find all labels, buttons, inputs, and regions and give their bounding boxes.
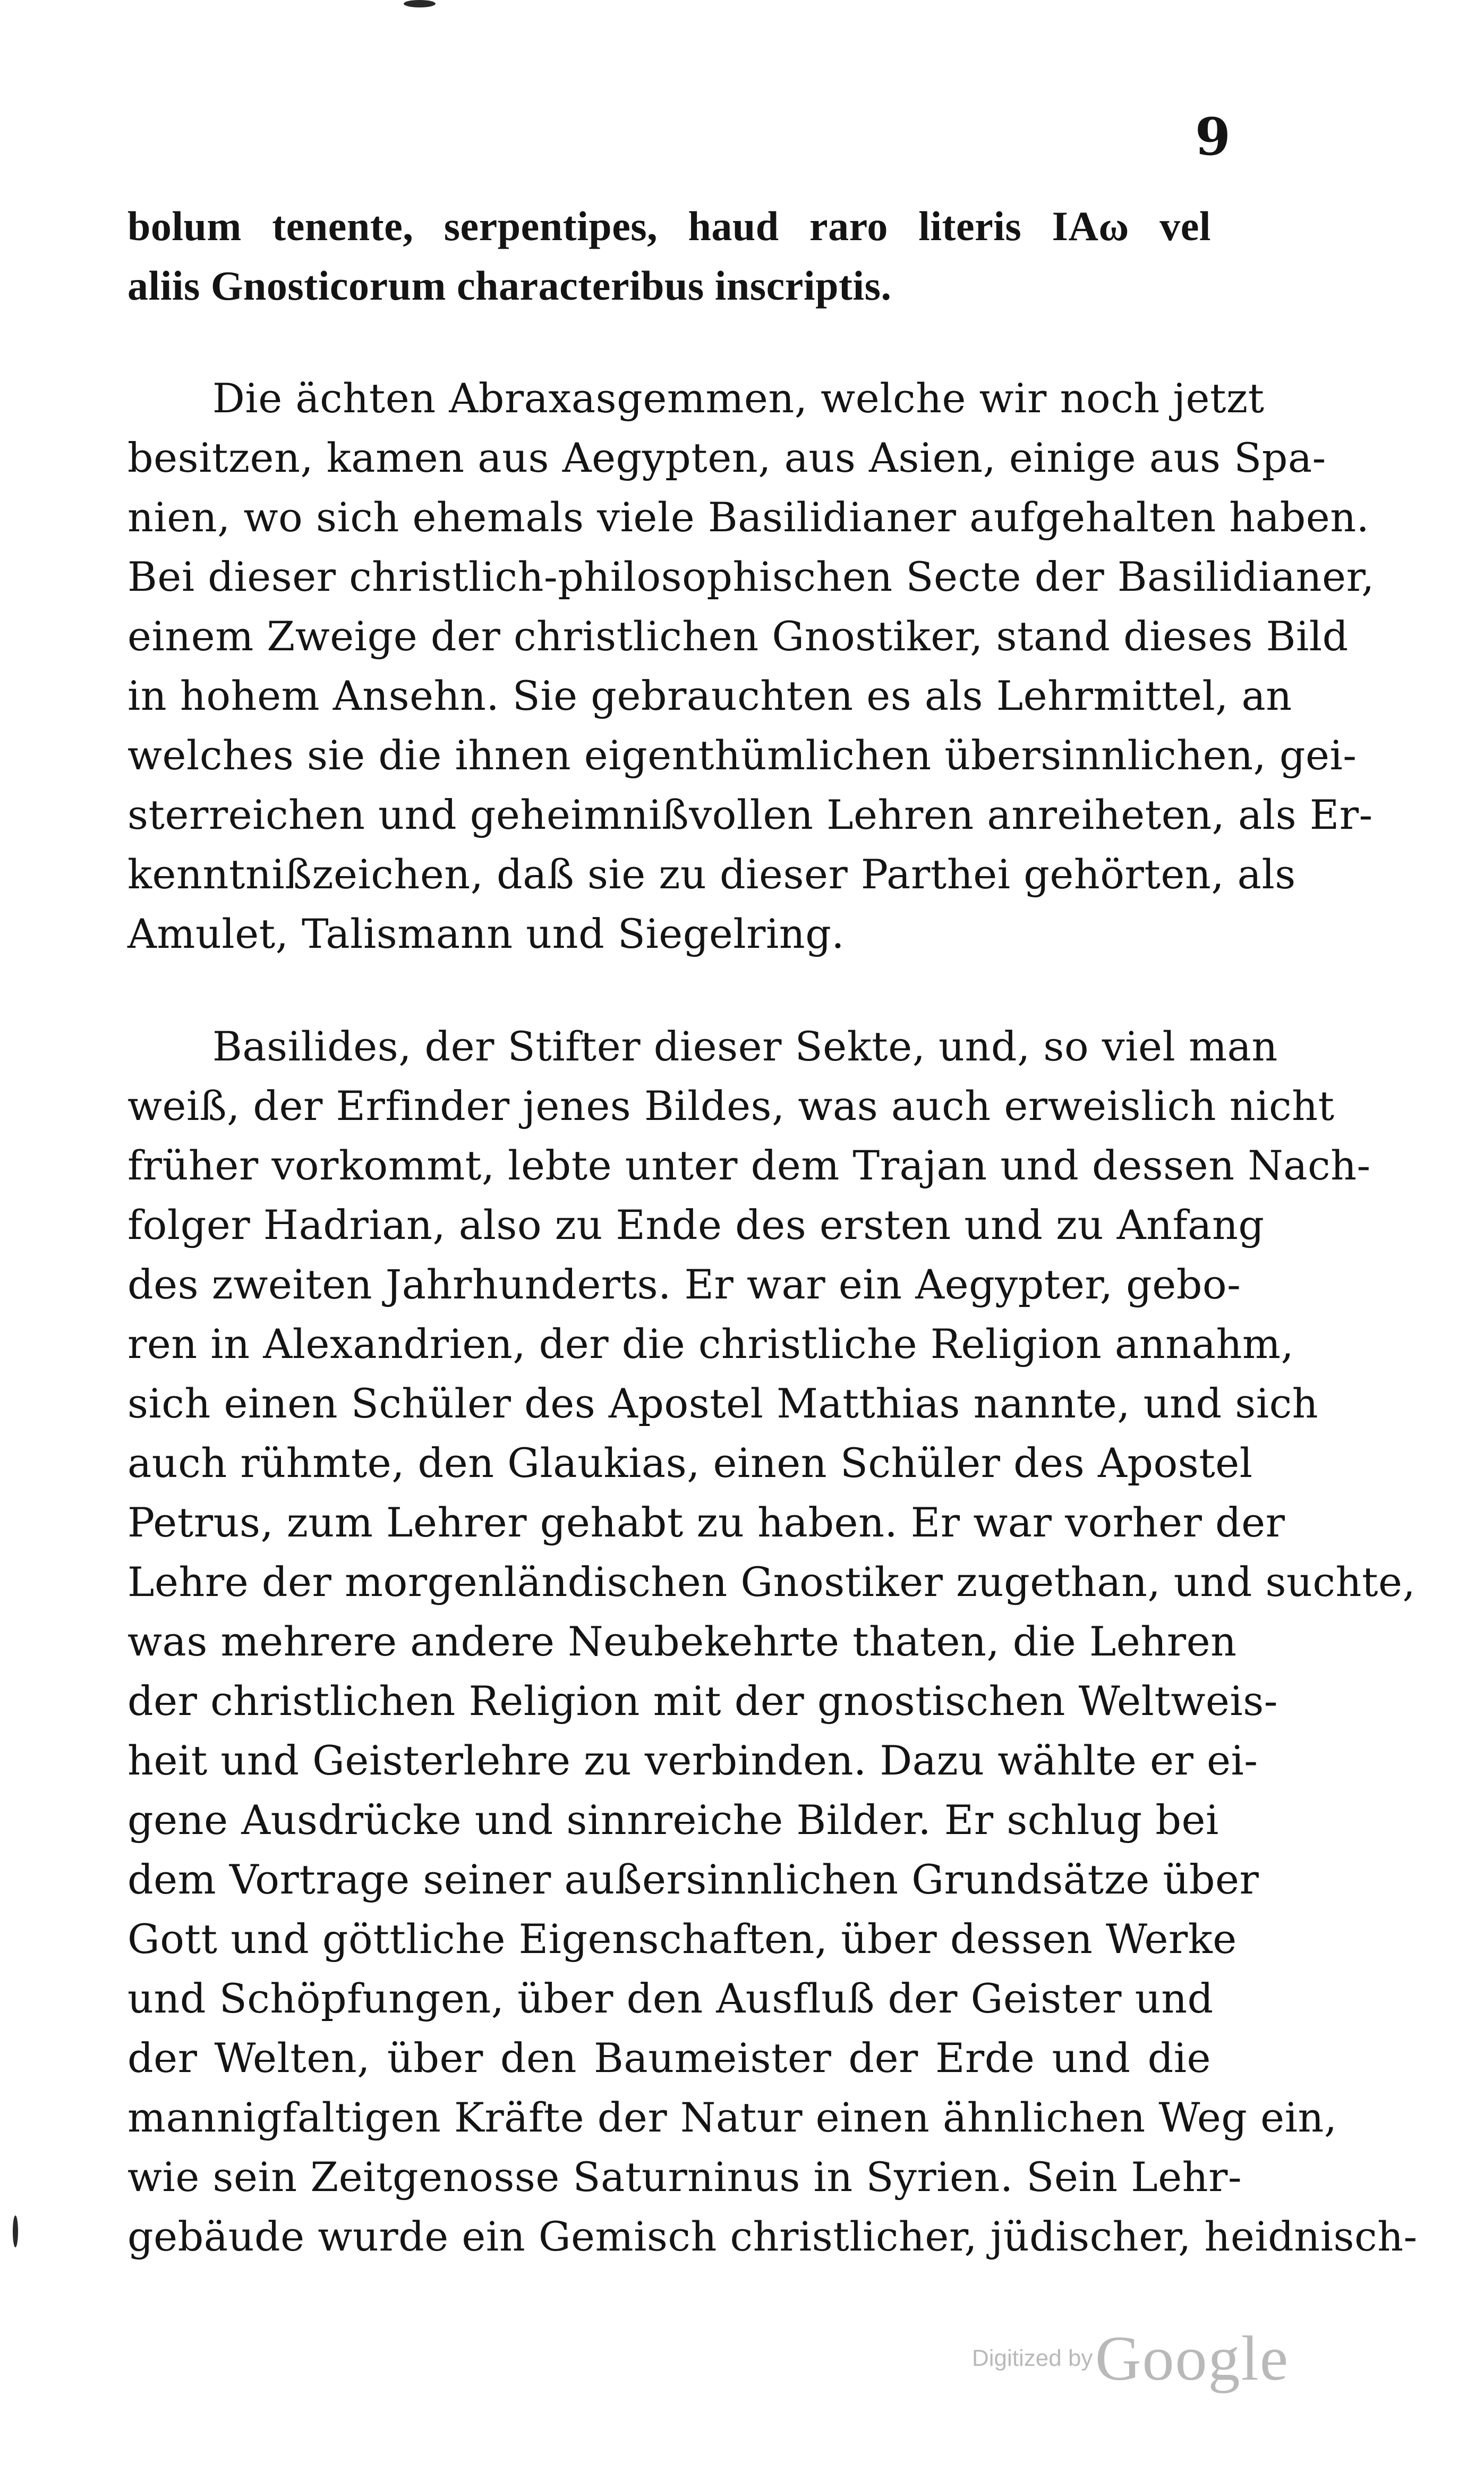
text-line: kenntnißzeichen, daß sie zu dieser Parthei gehörten, als: [127, 851, 1296, 898]
watermark-prefix: Digitized by: [972, 2345, 1093, 2371]
paragraph-latin: [127, 197, 1211, 316]
text-line: des zweiten Jahrhunderts. Er war ein Aegypter, gebo-: [127, 1261, 1241, 1308]
paragraph-abraxas-gems: [127, 369, 1375, 964]
text-line: wie sein Zeitgenosse Saturninus in Syrien. Sein Lehr-: [127, 2153, 1242, 2201]
text-line: Petrus, zum Lehrer gehabt zu haben. Er war vorher der: [127, 1499, 1285, 1546]
text-line: Die ächten Abraxasgemmen, welche wir noch jetzt: [212, 375, 1265, 422]
text-line: Bei dieser christlich-philosophischen Secte der Basilidianer,: [127, 553, 1375, 600]
text-line: früher vorkommt, lebte unter dem Trajan und dessen Nach-: [127, 1142, 1371, 1189]
text-line: was mehrere andere Neubekehrte thaten, die Lehren: [127, 1618, 1237, 1665]
text-line: mannigfaltigen Kräfte der Natur einen ähnlichen Weg ein,: [127, 2094, 1337, 2141]
text-line: aliis Gnosticorum characteribus inscriptis.: [127, 262, 892, 309]
paragraph-basilides: [127, 1017, 1418, 2266]
scan-mark-left: [13, 2215, 18, 2247]
text-line: Amulet, Talismann und Siegelring.: [127, 910, 845, 957]
text-line: auch rühmte, den Glaukias, einen Schüler des Apostel: [127, 1439, 1253, 1487]
text-line: der christlichen Religion mit der gnostischen Weltweis-: [127, 1677, 1278, 1725]
text-line: der Welten, über den Baumeister der Erde und die: [127, 2034, 1211, 2082]
text-line: dem Vortrage seiner außersinnlichen Grundsätze über: [127, 1856, 1259, 1903]
text-line: welches sie die ihnen eigenthümlichen übersinnlichen, gei-: [127, 732, 1357, 779]
digitized-by-google-watermark: [972, 2322, 1289, 2395]
text-line: gebäude wurde ein Gemisch christlicher, jüdischer, heidnisch-: [127, 2213, 1418, 2260]
text-line: Gott und göttliche Eigenschaften, über dessen Werke: [127, 1915, 1237, 1963]
text-line: gene Ausdrücke und sinnreiche Bilder. Er schlug bei: [127, 1796, 1219, 1844]
text-line: Lehre der morgenländischen Gnostiker zugethan, und suchte,: [127, 1558, 1416, 1606]
text-line: sich einen Schüler des Apostel Matthias nannte, und sich: [127, 1380, 1319, 1427]
page-number: 9: [1195, 107, 1231, 167]
text-line: nien, wo sich ehemals viele Basilidianer aufgehalten haben.: [127, 494, 1370, 541]
text-line: in hohem Ansehn. Sie gebrauchten es als Lehrmittel, an: [127, 672, 1292, 719]
text-line: heit und Geisterlehre zu verbinden. Dazu wählte er ei-: [127, 1737, 1258, 1784]
google-logo: Google: [1095, 2323, 1290, 2393]
text-line: weiß, der Erfinder jenes Bildes, was auch erweislich nicht: [127, 1082, 1335, 1130]
text-line: folger Hadrian, also zu Ende des ersten und zu Anfang: [127, 1201, 1265, 1249]
text-line: besitzen, kamen aus Aegypten, aus Asien, einige aus Spa-: [127, 434, 1326, 481]
text-line: bolum tenente, serpentipes, haud raro literis IAω vel: [127, 203, 1211, 249]
text-line: ren in Alexandrien, der die christliche Religion annahm,: [127, 1320, 1294, 1368]
text-line: sterreichen und geheimnißvollen Lehren anreiheten, als Er-: [127, 791, 1373, 838]
text-line: und Schöpfungen, über den Ausfluß der Geister und: [127, 1975, 1214, 2022]
scan-mark-top: [404, 0, 436, 7]
text-line: Basilides, der Stifter dieser Sekte, und, so viel man: [212, 1023, 1278, 1070]
text-line: einem Zweige der christlichen Gnostiker, stand dieses Bild: [127, 613, 1349, 660]
body-text: [127, 197, 1418, 2266]
